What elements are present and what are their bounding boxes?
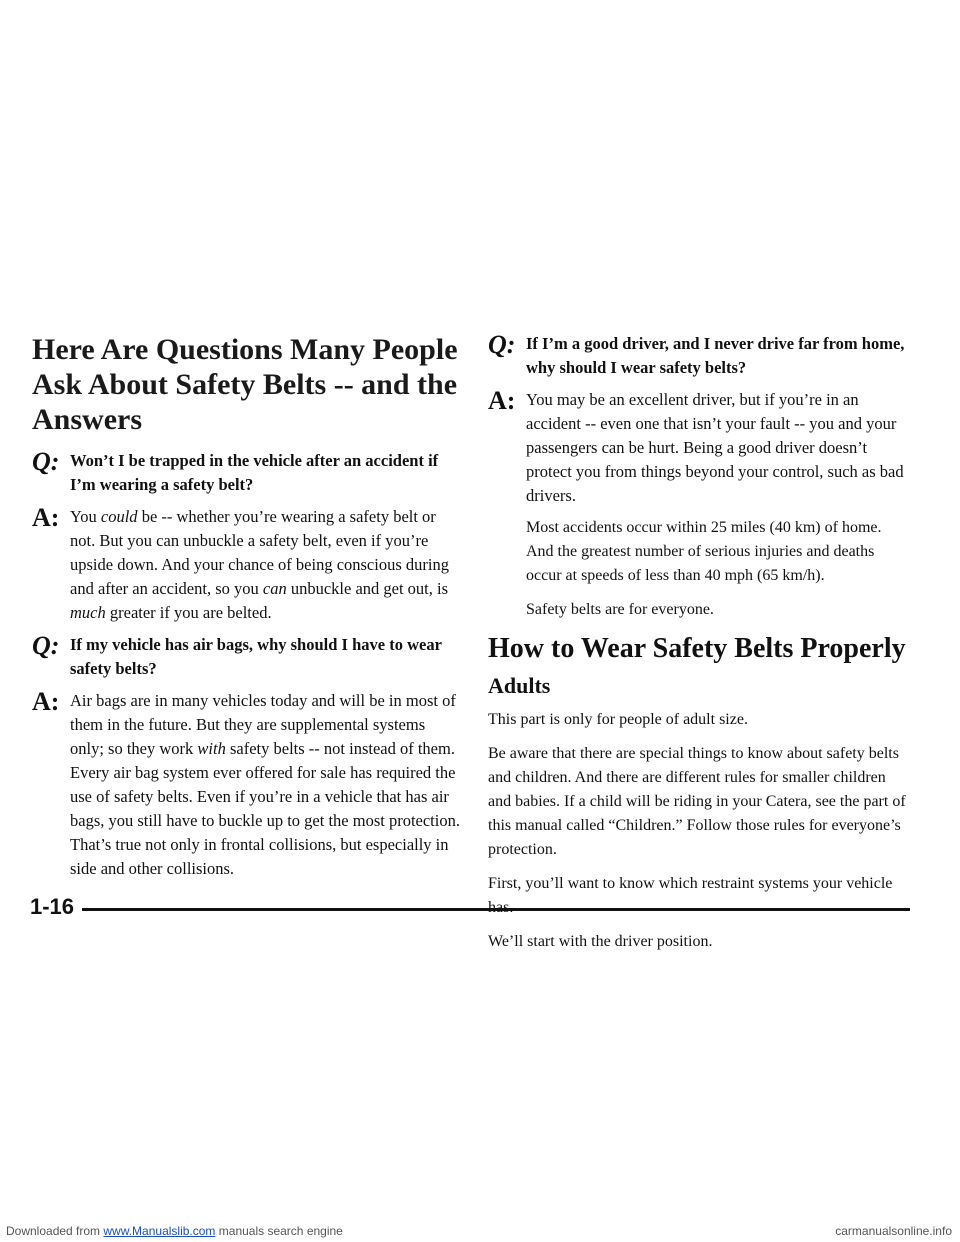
subsection-heading: Adults bbox=[488, 673, 551, 698]
question-text: If my vehicle has air bags, why should I have to wear safety belts? bbox=[70, 635, 442, 678]
emphasis: can bbox=[262, 579, 287, 598]
answer-paragraph: Most accidents occur within 25 miles (40 km) of home. And the greatest number of serious injuries and deaths occur at speeds of less than 40 mph (65 km/h). bbox=[526, 519, 882, 584]
download-bar bbox=[0, 1222, 960, 1242]
answer-text: You may be an excellent driver, but if you’re in an accident -- even one that isn’t your fault -- you and your passengers can be hurt. Being a good driver doesn’t protect you from things beyond your control, such as bad drivers. bbox=[526, 390, 904, 505]
answer-2 bbox=[32, 689, 462, 881]
emphasis: much bbox=[70, 603, 106, 622]
emphasis: with bbox=[197, 739, 226, 758]
question-2 bbox=[32, 633, 462, 681]
a-marker: A: bbox=[32, 687, 60, 716]
body-paragraph: First, you’ll want to know which restraint systems your vehicle bbox=[488, 875, 893, 892]
answer-1 bbox=[32, 505, 462, 625]
q-marker: Q: bbox=[32, 631, 60, 660]
page-number: 1-16 bbox=[30, 894, 75, 919]
right-column bbox=[488, 332, 908, 964]
body-paragraph: We’ll start with the driver position. bbox=[488, 933, 713, 950]
answer-text: You could be -- whether you’re wearing a safety belt or not. But you can unbuckle a safety belt, even if you’re upside down. And your chance of being conscious during and after an accident, so you can unbuckle and get out, is much greater if you are belted. bbox=[70, 507, 449, 622]
a-marker: A: bbox=[488, 386, 516, 415]
question-text: Won’t I be trapped in the vehicle after an accident if I’m wearing a safety belt? bbox=[70, 451, 439, 494]
left-column bbox=[32, 332, 462, 889]
q-marker: Q: bbox=[32, 447, 60, 476]
question-1 bbox=[32, 449, 462, 497]
section-heading: How to Wear Safety Belts Properly bbox=[488, 633, 906, 664]
a-marker: A: bbox=[32, 503, 60, 532]
question-3 bbox=[488, 332, 908, 380]
body-paragraph: This part is only for people of adult size. bbox=[488, 711, 748, 728]
answer-3 bbox=[488, 388, 908, 508]
download-credit: Downloaded from www.Manualslib.com manuals search engine bbox=[6, 1224, 343, 1238]
q-marker: Q: bbox=[488, 330, 516, 359]
watermark-text: carmanualsonline.info bbox=[835, 1224, 952, 1238]
body-paragraph: Be aware that there are special things to know about safety belts and children. And there are different rules for smaller children and babies. If a child will be riding in your Catera, see the part of this manual called “Children.” Follow those rules for everyone’s protection. bbox=[488, 745, 906, 858]
page-title: Here Are Questions Many People Ask About Safety Belts -- and the Answers bbox=[32, 333, 458, 436]
manualslib-link[interactable]: www.Manualslib.com bbox=[103, 1224, 216, 1238]
emphasis: could bbox=[100, 507, 138, 526]
answer-text: Air bags are in many vehicles today and will be in most of them in the future. But they are supplemental systems only; so they work with safety belts -- not instead of them. Every air bag system ever offered for sale has required the use of safety belts. Even if you’re in a vehicle that has air bags, you still have to buckle up to get the most protection. That’s true not only in frontal collisions, but especially in side and other collisions. bbox=[70, 691, 460, 878]
question-text: If I’m a good driver, and I never drive far from home, why should I wear safety belts? bbox=[526, 334, 905, 377]
page-footer bbox=[30, 892, 910, 922]
footer-rule bbox=[82, 908, 910, 911]
answer-paragraph: Safety belts are for everyone. bbox=[526, 601, 714, 618]
